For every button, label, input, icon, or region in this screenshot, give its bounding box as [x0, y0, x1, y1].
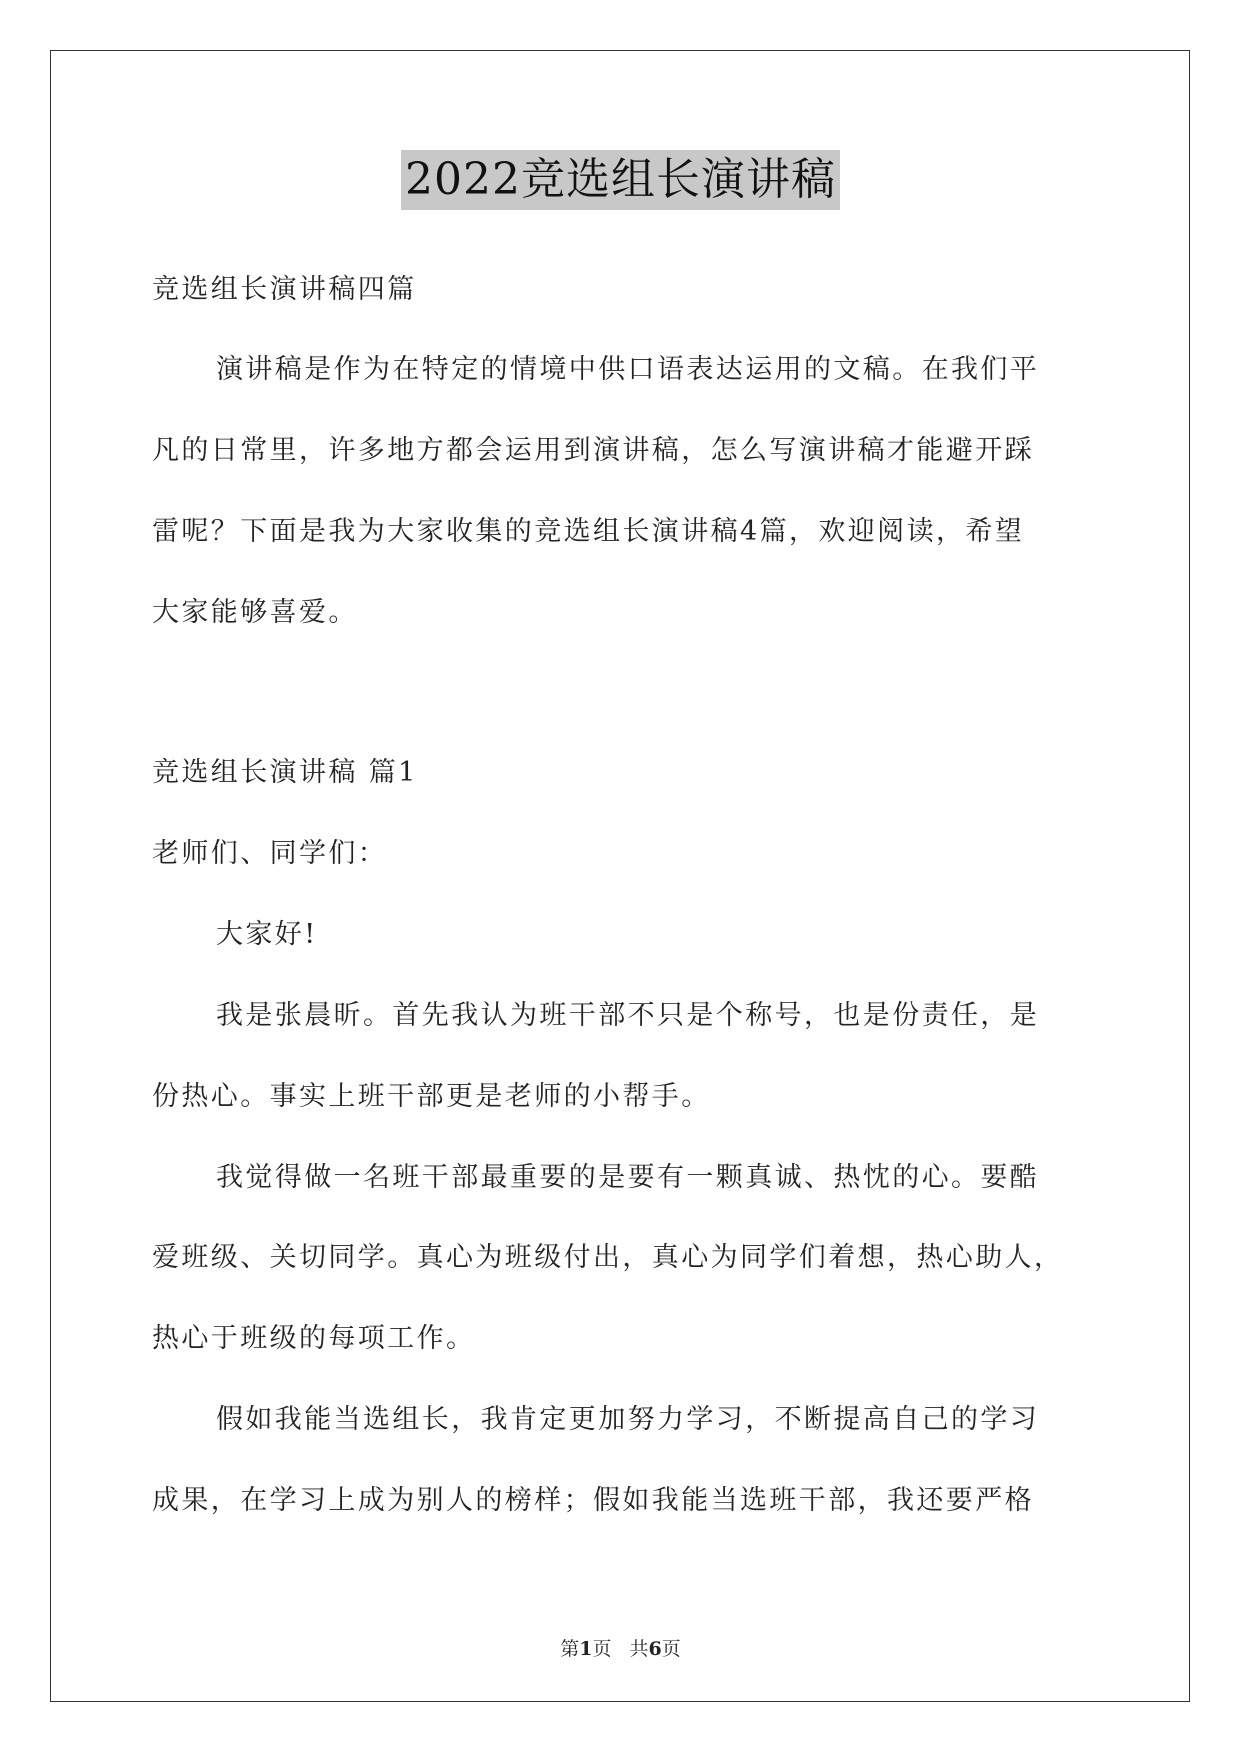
salutation: 老师们、同学们：	[152, 838, 388, 869]
body-line-3: 我觉得做一名班干部最重要的是要有一颗真诚、热忱的心。要酷	[216, 1162, 1040, 1193]
body-line-4: 爱班级、关切同学。真心为班级付出，真心为同学们着想，热心助人，	[152, 1242, 1064, 1273]
page-footer	[0, 1636, 1241, 1662]
document-title: 2022竞选组长演讲稿	[401, 150, 840, 210]
total-prefix: 共	[629, 1638, 649, 1660]
title-container	[0, 150, 1241, 210]
body-line-6: 假如我能当选组长，我肯定更加努力学习，不断提高自己的学习	[216, 1404, 1040, 1435]
body-line-2: 份热心。事实上班干部更是老师的小帮手。	[152, 1081, 711, 1112]
intro-line-1: 演讲稿是作为在特定的情境中供口语表达运用的文稿。在我们平	[216, 354, 1040, 385]
page-prefix: 第	[560, 1638, 580, 1660]
page-current: 1	[579, 1638, 593, 1660]
body-line-7: 成果，在学习上成为别人的榜样；假如我能当选班干部，我还要严格	[152, 1485, 1034, 1516]
section-heading: 竞选组长演讲稿 篇1	[152, 757, 418, 788]
page-total: 6	[648, 1638, 662, 1660]
body-line-5: 热心于班级的每项工作。	[152, 1323, 476, 1354]
total-suffix: 页	[661, 1638, 681, 1660]
page-suffix: 页	[592, 1638, 612, 1660]
intro-line-2: 凡的日常里，许多地方都会运用到演讲稿，怎么写演讲稿才能避开踩	[152, 435, 1034, 466]
greeting: 大家好!	[216, 919, 318, 950]
subtitle: 竞选组长演讲稿四篇	[152, 274, 417, 305]
intro-line-4: 大家能够喜爱。	[152, 597, 358, 628]
body-line-1: 我是张晨昕。首先我认为班干部不只是个称号，也是份责任，是	[216, 1000, 1040, 1031]
intro-line-3: 雷呢？下面是我为大家收集的竞选组长演讲稿4篇，欢迎阅读，希望	[152, 516, 1025, 547]
